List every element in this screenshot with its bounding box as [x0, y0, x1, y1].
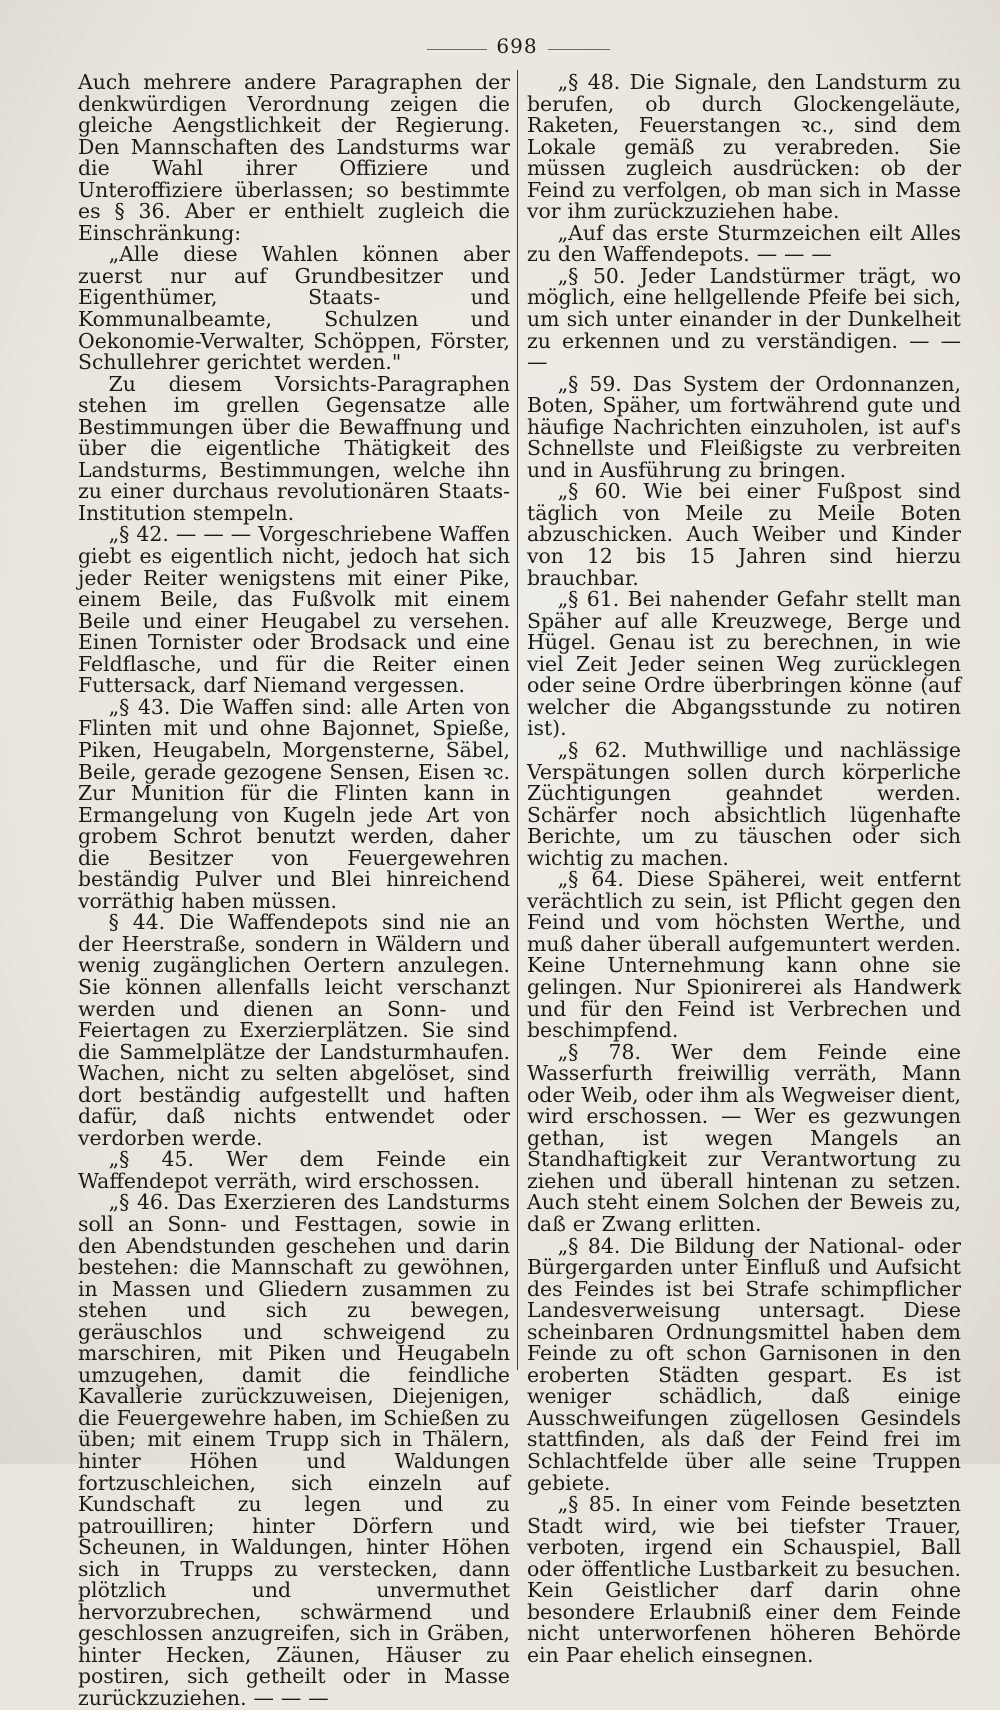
paragraph: „§ 61. Bei nahender Gefahr stellt man Späher auf alle Kreuzwege, Berge und Hügel. Genau ist zu berechnen, in wie viel Zeit Jeder seinen Weg zurücklegen oder seine Ordre überbringen könne (auf welcher die Abgangsstunde zu notiren ist).: [527, 587, 961, 741]
paragraph: Auch mehrere andere Paragraphen der denkwürdigen Verordnung zeigen die gleiche Aengstlichkeit der Regierung. Den Mannschaften des Landsturms war die Wahl ihrer Offiziere und Unteroffiziere überlassen; so bestimmte es § 36. Aber er enthielt zugleich die Einschränkung:: [78, 70, 510, 245]
right-column: [527, 72, 961, 1666]
paragraph: „§ 64. Diese Späherei, weit entfernt verächtlich zu sein, ist Pflicht gegen den Feind und vom höchsten Werthe, und muß daher überall aufgemuntert werden. Keine Unternehmung kann ohne sie gelingen. Nur Spionirerei als Handwerk und für den Feind ist Verbrechen und beschimpfend.: [527, 867, 961, 1043]
paragraph: „§ 62. Muthwillige und nachlässige Verspätungen sollen durch körperliche Züchtigungen geahndet werden. Schärfer noch absichtlich lügenhafte Berichte, um zu täuschen oder sich wichtig zu machen.: [527, 737, 961, 870]
column-divider: [517, 70, 518, 1370]
paragraph: „§ 48. Die Signale, den Landsturm zu berufen, ob durch Glockengeläute, Raketen, Feuerstangen ꝛc., sind dem Lokale gemäß zu verabreden. Sie müssen zugleich ausdrücken: ob der Feind zu verfolgen, ob man sich in Masse vor ihm zurückzuziehen habe.: [527, 70, 961, 224]
header-rule-left: [427, 49, 487, 50]
paragraph: „§ 59. Das System der Ordonnanzen, Boten, Späher, um fortwährend gute und häufige Nachrichten einzuholen, ist auf's Schnellste und Fleißigste zu verbreiten und in Ausführung zu bringen.: [527, 371, 961, 482]
page-header: [0, 34, 1000, 64]
paragraph: „§ 84. Die Bildung der National- oder Bürgergarden unter Einfluß und Aufsicht des Feindes ist bei Strafe schimpflicher Landesverweisung untersagt. Diese scheinbaren Ordnungsmittel haben dem Feinde zu oft schon Garnisonen in den eroberten Städten gespart. Es ist weniger schädlich, daß einige Ausschweifungen zügellosen Gesindels stattfinden, als daß der Feind frei im Schlachtfelde über alle seine Truppen gebiete.: [527, 1233, 961, 1495]
paragraph: „Auf das erste Sturmzeichen eilt Alles zu den Waffendepots. — — —: [527, 220, 961, 267]
paragraph: „§ 42. — — — Vorgeschriebene Waffen giebt es eigentlich nicht, jedoch hat sich jeder Reiter wenigstens mit einer Pike, einem Beile, das Fußvolk mit einem Beile und einer Heugabel zu versehen. Einen Tornister oder Brodsack und eine Feldflasche, und für die Reiter einen Futtersack, darf Niemand vergessen.: [78, 522, 510, 698]
paragraph: § 44. Die Waffendepots sind nie an der Heerstraße, sondern in Wäldern und wenig zugänglichen Oertern anzulegen. Sie können allenfalls leicht verschanzt werden und dienen an Sonn- und Feiertagen zu Exerzierplätzen. Sie sind die Sammelplätze der Landsturmhaufen. Wachen, nicht zu selten abgelöset, sind dort beständig aufgestellt und haften dafür, daß nichts entwendet oder verdorben werde.: [78, 910, 510, 1150]
paragraph: „§ 50. Jeder Landstürmer trägt, wo möglich, eine hellgellende Pfeife bei sich, um sich unter einander in der Dunkelheit zu erkennen und zu verständigen. — — —: [527, 263, 961, 375]
paragraph: „§ 60. Wie bei einer Fußpost sind täglich von Meile zu Meile Boten abzuschicken. Auch Weiber und Kinder von 12 bis 15 Jahren sind hierzu brauchbar.: [527, 479, 961, 590]
paragraph: Zu diesem Vorsichts-Paragraphen stehen im grellen Gegensatze alle Bestimmungen über die Bewaffnung und über die eigentliche Thätigkeit des Landsturms, Bestimmungen, welche ihn zu einer durchaus revolutionären Staats-Institution stempeln.: [78, 371, 510, 525]
paragraph: „§ 46. Das Exerzieren des Landsturms soll an Sonn- und Festtagen, sowie in den Abendstunden geschehen und darin bestehen: die Mannschaft zu gewöhnen, in Massen und Gliedern zusammen zu stehen und sich zu bewegen, geräuschlos und schweigend zu marschiren, mit Piken und Heugabeln umzugehen, damit die feindliche Kavallerie zurückzuweisen, Diejenigen, die Feuergewehre haben, im Schießen zu üben; mit einem Trupp sich in Thälern, hinter Höhen und Waldungen fortzuschleichen, sich einzeln auf Kundschaft zu legen und zu patrouilliren; hinter Dörfern und Scheunen, in Waldungen, hinter Höhen sich in Trupps zu verstecken, dann plötzlich und unvermuthet hervorzubrechen, schwärmend und geschlossen anzugreifen, sich in Gräben, hinter Hecken, Zäunen, Häuser zu postiren, sich getheilt oder in Masse zurückzuziehen. — — —: [78, 1190, 510, 1710]
page-number: 698: [496, 34, 538, 58]
paragraph: „Alle diese Wahlen können aber zuerst nur auf Grundbesitzer und Eigenthümer, Staats- und Kommunalbeamte, Schulzen und Oekonomie-Verwalter, Schöppen, Förster, Schullehrer gerichtet werden.": [78, 242, 510, 375]
paragraph: „§ 85. In einer vom Feinde besetzten Stadt wird, wie bei tiefster Trauer, verboten, irgend ein Schauspiel, Ball oder öffentliche Lustbarkeit zu besuchen. Kein Geistlicher darf darin ohne besondere Erlaubniß einer dem Feinde nicht unterworfenen höheren Behörde ein Paar ehelich einsegnen.: [527, 1492, 961, 1667]
paragraph: „§ 45. Wer dem Feinde ein Waffendepot verräth, wird erschossen.: [78, 1147, 510, 1193]
paragraph: „§ 78. Wer dem Feinde eine Wasserfurth freiwillig verräth, Mann oder Weib, oder ihm als Wegweiser dient, wird erschossen. — Wer es gezwungen gethan, ist wegen Mangels an Standhaftigkeit zur Verantwortung zu ziehen und überall hintenan zu setzen. Auch steht einem Solchen der Beweis zu, daß er Zwang erlitten.: [527, 1039, 961, 1236]
header-rule-right: [548, 49, 610, 50]
paragraph: „§ 43. Die Waffen sind: alle Arten von Flinten mit und ohne Bajonnet, Spieße, Piken, Heugabeln, Morgensterne, Säbel, Beile, gerade gezogene Sensen, Eisen ꝛc. Zur Munition für die Flinten kann in Ermangelung von Kugeln jede Art von grobem Schrot benutzt werden, daher die Besitzer von Feuergewehren beständig Pulver und Blei hinreichend vorräthig haben müssen.: [78, 694, 510, 913]
